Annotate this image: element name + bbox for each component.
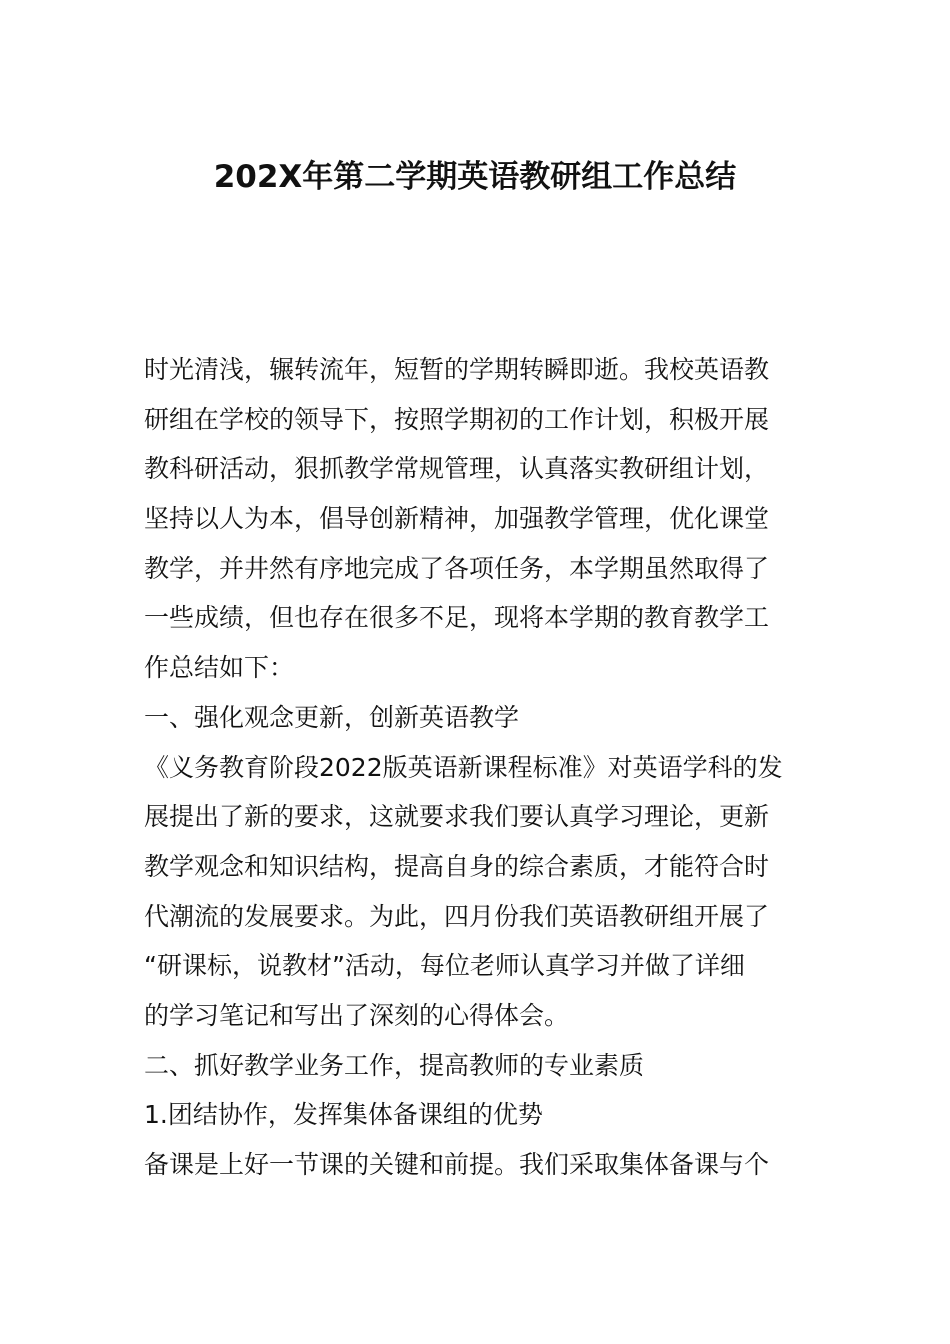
body-line: 备课是上好一节课的关键和前提。我们采取集体备课与个 <box>144 1150 770 1179</box>
body-line: 一些成绩，但也存在很多不足，现将本学期的教育教学工 <box>144 603 770 633</box>
body-line: 教学，并井然有序地完成了各项任务，本学期虽然取得了 <box>144 553 770 583</box>
body-line: 《义务教育阶段2022版英语新课程标准》对英语学科的发 <box>144 752 783 782</box>
body-line: 作总结如下： <box>144 653 295 683</box>
section-heading-1: 一、强化观念更新，创新英语教学 <box>144 702 520 732</box>
body-line: 坚持以人为本，倡导创新精神，加强教学管理，优化课堂 <box>144 504 770 534</box>
body-line: 的学习笔记和写出了深刻的心得体会。 <box>144 1000 570 1030</box>
body-line: 研组在学校的领导下，按照学期初的工作计划，积极开展 <box>144 404 770 434</box>
document-body <box>144 345 808 1190</box>
body-line: 教学观念和知识结构，提高自身的综合素质，才能符合时 <box>144 851 770 881</box>
body-line: 教科研活动，狠抓教学常规管理，认真落实教研组计划， <box>144 454 770 484</box>
section-heading-2: 二、抓好教学业务工作，提高教师的专业素质 <box>144 1050 645 1080</box>
body-line: “研课标，说教材”活动，每位老师认真学习并做了详细 <box>144 951 745 981</box>
body-line: 展提出了新的要求，这就要求我们要认真学习理论，更新 <box>144 802 770 832</box>
document-title: 202X年第二学期英语教研组工作总结 <box>213 159 737 195</box>
subsection-heading-1: 1.团结协作，发挥集体备课组的优势 <box>144 1100 543 1130</box>
body-line: 代潮流的发展要求。为此，四月份我们英语教研组开展了 <box>144 901 770 931</box>
body-line: 时光清浅，辗转流年，短暂的学期转瞬即逝。我校英语教 <box>144 355 770 384</box>
